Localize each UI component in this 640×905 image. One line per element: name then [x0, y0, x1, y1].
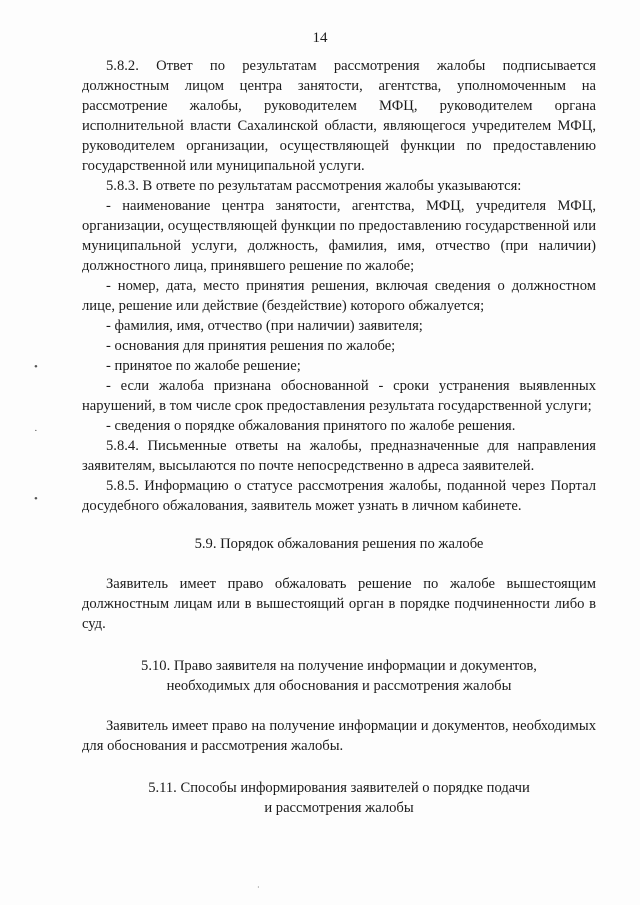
- list-item: - номер, дата, место принятия решения, включая сведения о должностном лице, решение или действие (бездействие) которого обжалуется;: [82, 278, 596, 314]
- heading-5-9: 5.9. Порядок обжалования решения по жалобе: [194, 536, 484, 552]
- list-item: - принятое по жалобе решение;: [106, 358, 301, 374]
- paragraph-5-9: Заявитель имеет право обжаловать решение по жалобе вышестоящим должностным лицам или в вышестоящий орган в порядке подчиненности либо в суд.: [82, 576, 596, 632]
- list-item: - наименование центра занятости, агентства, МФЦ, учредителя МФЦ, организации, осуществляющей функции по предоставлению государственной или муниципальной услуги, должность, фамилия, имя, отчество (при наличии) должностного лица, принявшего решение по жалобе;: [82, 198, 596, 274]
- heading-5-10-line-1: 5.10. Право заявителя на получение информации и документов,: [141, 658, 537, 674]
- list-5-8-3: [82, 196, 596, 436]
- heading-5-10: [82, 656, 596, 696]
- paragraph-5-10: Заявитель имеет право на получение информации и документов, необходимых для обоснования и рассмотрения жалобы.: [82, 718, 596, 754]
- list-item: - фамилия, имя, отчество (при наличии) заявителя;: [106, 318, 423, 334]
- list-item: - основания для принятия решения по жалобе;: [106, 338, 396, 354]
- scan-speck: ·: [34, 425, 38, 437]
- paragraph-5-8-4: 5.8.4. Письменные ответы на жалобы, предназначенные для направления заявителям, высылаются по почте непосредственно в адреса заявителей.: [82, 438, 596, 474]
- scan-speck: ·: [257, 883, 260, 892]
- document-body: [82, 56, 596, 818]
- heading-5-11-line-1: 5.11. Способы информирования заявителей о порядке подачи: [148, 780, 530, 796]
- heading-5-11-line-2: и рассмотрения жалобы: [264, 800, 414, 816]
- heading-5-10-line-2: необходимых для обоснования и рассмотрения жалобы: [166, 678, 512, 694]
- heading-5-11: [82, 778, 596, 818]
- scan-speck: •: [34, 493, 38, 505]
- paragraph-5-8-2: 5.8.2. Ответ по результатам рассмотрения жалобы подписывается должностным лицом центра занятости, агентства, уполномоченным на рассмотрение жалобы, руководителем МФЦ, руководителем органа исполнительной власти Сахалинской области, являющегося учредителем МФЦ, руководителем организации, осуществляющей функции по предоставлению государственной или муниципальной услуги.: [82, 58, 596, 174]
- list-item: - если жалоба признана обоснованной - сроки устранения выявленных нарушений, в том числе срок предоставления результата государственной услуги;: [82, 378, 596, 414]
- paragraph-5-8-5: 5.8.5. Информацию о статусе рассмотрения жалобы, поданной через Портал досудебного обжалования, заявитель может узнать в личном кабинете.: [82, 478, 596, 514]
- page-number: 14: [312, 30, 328, 46]
- list-item: - сведения о порядке обжалования принятого по жалобе решения.: [106, 418, 516, 434]
- scan-speck: •: [34, 361, 38, 373]
- paragraph-5-8-3: 5.8.3. В ответе по результатам рассмотрения жалобы указываются:: [106, 178, 522, 194]
